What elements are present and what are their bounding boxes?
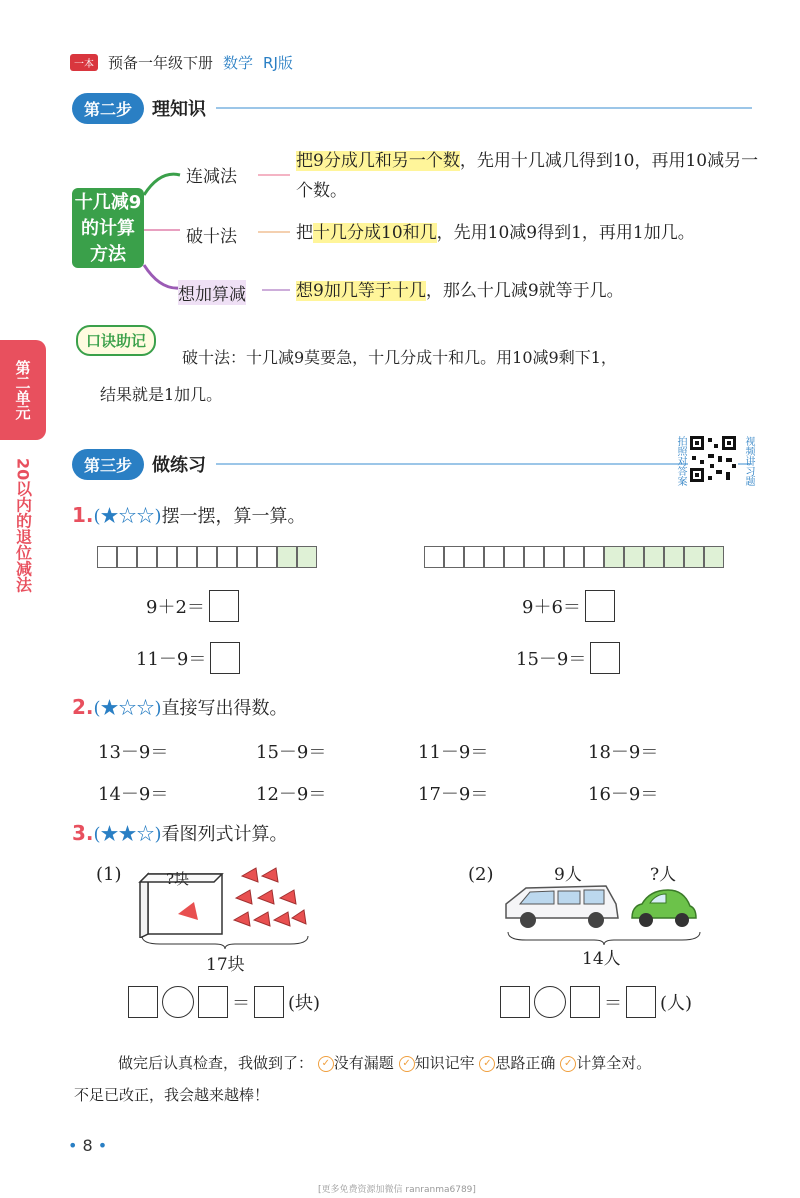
cube: [177, 546, 197, 568]
page-number: • 8 •: [68, 1136, 108, 1155]
q1-eq-3: [136, 642, 240, 674]
method-name-3: 想加算减: [178, 280, 246, 305]
cube-highlighted: [277, 546, 297, 568]
p1-unit: (块): [288, 993, 321, 1014]
method-desc-2: [296, 218, 776, 248]
brace: [140, 934, 310, 950]
step3-header: [72, 448, 752, 480]
qr-label-left: 拍照对答案: [675, 436, 686, 486]
q2-item[interactable]: 17－9＝: [418, 784, 489, 805]
question-2-text: 直接写出得数。: [161, 698, 288, 719]
method-desc-1-highlight: 把9分成几和另一个数: [296, 151, 460, 171]
q1-eq-4: [516, 642, 620, 674]
p2-equation: [500, 986, 692, 1018]
q2-item[interactable]: 11－9＝: [418, 742, 489, 763]
question-1: [72, 502, 306, 528]
subject-label: 数学: [223, 54, 254, 72]
check-icon[interactable]: ✓: [399, 1056, 415, 1072]
cube: [584, 546, 604, 568]
q1-eq-2: [522, 590, 615, 622]
car-icon: [628, 886, 698, 932]
divider: [216, 107, 752, 109]
cube-highlighted: [644, 546, 664, 568]
topic-box: 十几减9的计算方法: [72, 188, 144, 268]
page-header: [70, 52, 293, 73]
cube: [564, 546, 584, 568]
self-check-intro: 做完后认真检查，我做到了：: [118, 1054, 314, 1072]
question-1-stars: (★☆☆): [93, 506, 162, 527]
step2-pill: 第二步: [72, 93, 144, 124]
method-desc-2-highlight: 十几分成10和几: [313, 223, 437, 243]
question-2: [72, 694, 288, 720]
page-number-value: 8: [82, 1136, 93, 1155]
cube: [237, 546, 257, 568]
cube-row-right: [424, 546, 724, 568]
cube-highlighted: [664, 546, 684, 568]
q2-item[interactable]: 18－9＝: [588, 742, 659, 763]
cube: [424, 546, 444, 568]
q1-eq-1-text: 9＋2＝: [146, 597, 205, 618]
cube-highlighted: [624, 546, 644, 568]
check-icon[interactable]: ✓: [560, 1056, 576, 1072]
answer-box[interactable]: [128, 986, 158, 1018]
answer-box[interactable]: [626, 986, 656, 1018]
self-check: [118, 1052, 651, 1073]
qr-code-icon[interactable]: [688, 434, 738, 484]
cube-highlighted: [704, 546, 724, 568]
q2-item[interactable]: 13－9＝: [98, 742, 169, 763]
van-icon: [502, 882, 622, 932]
p2-unit: (人): [660, 993, 693, 1014]
q3-part1-label: (1): [96, 864, 122, 885]
q2-item[interactable]: 12－9＝: [256, 784, 327, 805]
p2-right-label: ?人: [650, 865, 677, 885]
check-label: 计算全对。: [576, 1054, 652, 1072]
cube: [137, 546, 157, 568]
p1-total: 17块: [206, 955, 245, 975]
q1-eq-4-text: 15－9＝: [516, 649, 587, 670]
step2-header: [72, 92, 752, 124]
method-desc-2-rest: ，先用10减9得到1，再用1加几。: [436, 223, 695, 243]
equals-sign: ＝: [604, 993, 622, 1014]
answer-box[interactable]: [198, 986, 228, 1018]
question-3-text: 看图列式计算。: [161, 824, 288, 845]
step2-title: 理知识: [152, 99, 207, 120]
mnemonic-line-2: 结果就是1加几。: [100, 385, 223, 404]
check-label: 没有漏题: [333, 1054, 394, 1072]
mnemonic-badge: 口诀助记: [76, 325, 156, 356]
cube-highlighted: [684, 546, 704, 568]
method-name-2: 破十法: [186, 227, 237, 247]
answer-box[interactable]: [585, 590, 615, 622]
p2-left-label: 9人: [554, 865, 582, 885]
answer-box[interactable]: [590, 642, 620, 674]
method-desc-3-highlight: 想9加几等于十几: [296, 281, 426, 301]
self-check-line-2: 不足已改正，我会越来越棒！: [74, 1086, 270, 1104]
q1-eq-3-text: 11－9＝: [136, 649, 207, 670]
question-3: [72, 820, 288, 846]
q2-item[interactable]: 16－9＝: [588, 784, 659, 805]
step3-pill: 第三步: [72, 449, 144, 480]
question-1-number: 1.: [72, 503, 94, 527]
book-title: 预备一年级下册: [108, 54, 214, 72]
method-name-1: 连减法: [186, 167, 237, 187]
cube: [117, 546, 137, 568]
p1-box-label: ?块: [166, 870, 190, 888]
cube-highlighted: [297, 546, 317, 568]
watermark: [更多免费资源加微信 ranranma6789]: [318, 1185, 476, 1195]
question-2-number: 2.: [72, 695, 94, 719]
check-label: 知识记牢: [414, 1054, 475, 1072]
operator-circle[interactable]: [162, 986, 194, 1018]
check-icon[interactable]: ✓: [318, 1056, 334, 1072]
answer-box[interactable]: [254, 986, 284, 1018]
edition-label: RJ版: [263, 54, 293, 72]
p1-equation: [128, 986, 320, 1018]
operator-circle[interactable]: [534, 986, 566, 1018]
check-label: 思路正确: [495, 1054, 556, 1072]
q1-eq-1: [146, 590, 239, 622]
question-2-stars: (★☆☆): [93, 698, 162, 719]
cube: [544, 546, 564, 568]
cube: [444, 546, 464, 568]
cake-slices-icon: [230, 860, 310, 930]
book-logo: 一本: [70, 54, 98, 71]
unit-tab: 第二单元: [0, 340, 46, 440]
qr-label-right: 视频讲习题: [743, 436, 754, 486]
p2-total: 14人: [582, 949, 621, 969]
question-1-text: 摆一摆，算一算。: [161, 506, 306, 527]
method-desc-1-rest: ，先用十几减几得到10，再用10减另一个数。: [296, 151, 759, 201]
cube: [217, 546, 237, 568]
question-3-stars: (★★☆): [93, 824, 162, 845]
cube-highlighted: [604, 546, 624, 568]
cube: [157, 546, 177, 568]
mnemonic-line-1: 破十法：十几减9莫要急，十几分成十和几。用10减9剩下1，: [182, 348, 617, 367]
cube-row-left: [97, 546, 317, 568]
method-desc-2-pre: 把: [296, 223, 313, 243]
check-icon[interactable]: ✓: [479, 1056, 495, 1072]
method-desc-1: [296, 146, 766, 206]
cube: [524, 546, 544, 568]
q3-part2-label: (2): [468, 864, 494, 885]
q1-eq-2-text: 9＋6＝: [522, 597, 581, 618]
step3-title: 做练习: [152, 455, 207, 476]
q2-item[interactable]: 14－9＝: [98, 784, 169, 805]
method-desc-3-rest: ，那么十几减9就等于几。: [425, 281, 624, 301]
answer-box[interactable]: [500, 986, 530, 1018]
cube: [504, 546, 524, 568]
unit-topic: 20以内的退位减法: [13, 457, 33, 593]
cube: [464, 546, 484, 568]
method-desc-3: [296, 276, 766, 306]
answer-box[interactable]: [210, 642, 240, 674]
answer-box[interactable]: [570, 986, 600, 1018]
question-3-number: 3.: [72, 821, 94, 845]
equals-sign: ＝: [232, 993, 250, 1014]
cube: [97, 546, 117, 568]
cube: [257, 546, 277, 568]
cube: [484, 546, 504, 568]
answer-box[interactable]: [209, 590, 239, 622]
cube: [197, 546, 217, 568]
q2-item[interactable]: 15－9＝: [256, 742, 327, 763]
